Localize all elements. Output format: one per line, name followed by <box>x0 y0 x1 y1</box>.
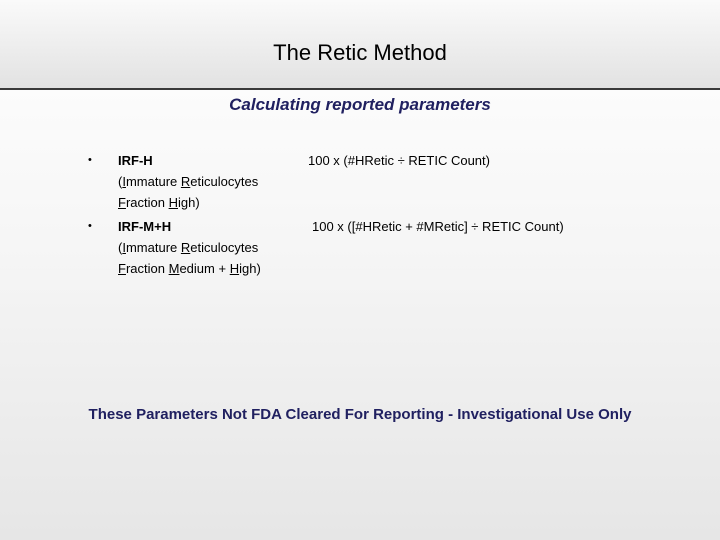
description-line: Fraction Medium + High) <box>118 261 261 276</box>
slide-title: The Retic Method <box>273 40 447 65</box>
description-line: (Immature Reticulocytes <box>118 240 259 255</box>
description-line: (Immature Reticulocytes <box>118 174 259 189</box>
bullet-marker: • <box>88 220 92 232</box>
parameter-formula: 100 x (#HRetic ÷ RETIC Count) <box>308 153 490 168</box>
parameter-description <box>118 237 308 279</box>
slide-subtitle: Calculating reported parameters <box>229 95 491 114</box>
parameter-formula: 100 x ([#HRetic + #MRetic] ÷ RETIC Count) <box>312 219 564 234</box>
disclaimer-footer: These Parameters Not FDA Cleared For Reporting - Investigational Use Only <box>88 406 632 423</box>
parameter-name: IRF-M+H <box>118 219 172 234</box>
description-line: Fraction High) <box>118 195 200 210</box>
bullet-marker: • <box>88 154 92 166</box>
parameter-description <box>118 171 308 213</box>
parameter-name: IRF-H <box>118 153 153 168</box>
